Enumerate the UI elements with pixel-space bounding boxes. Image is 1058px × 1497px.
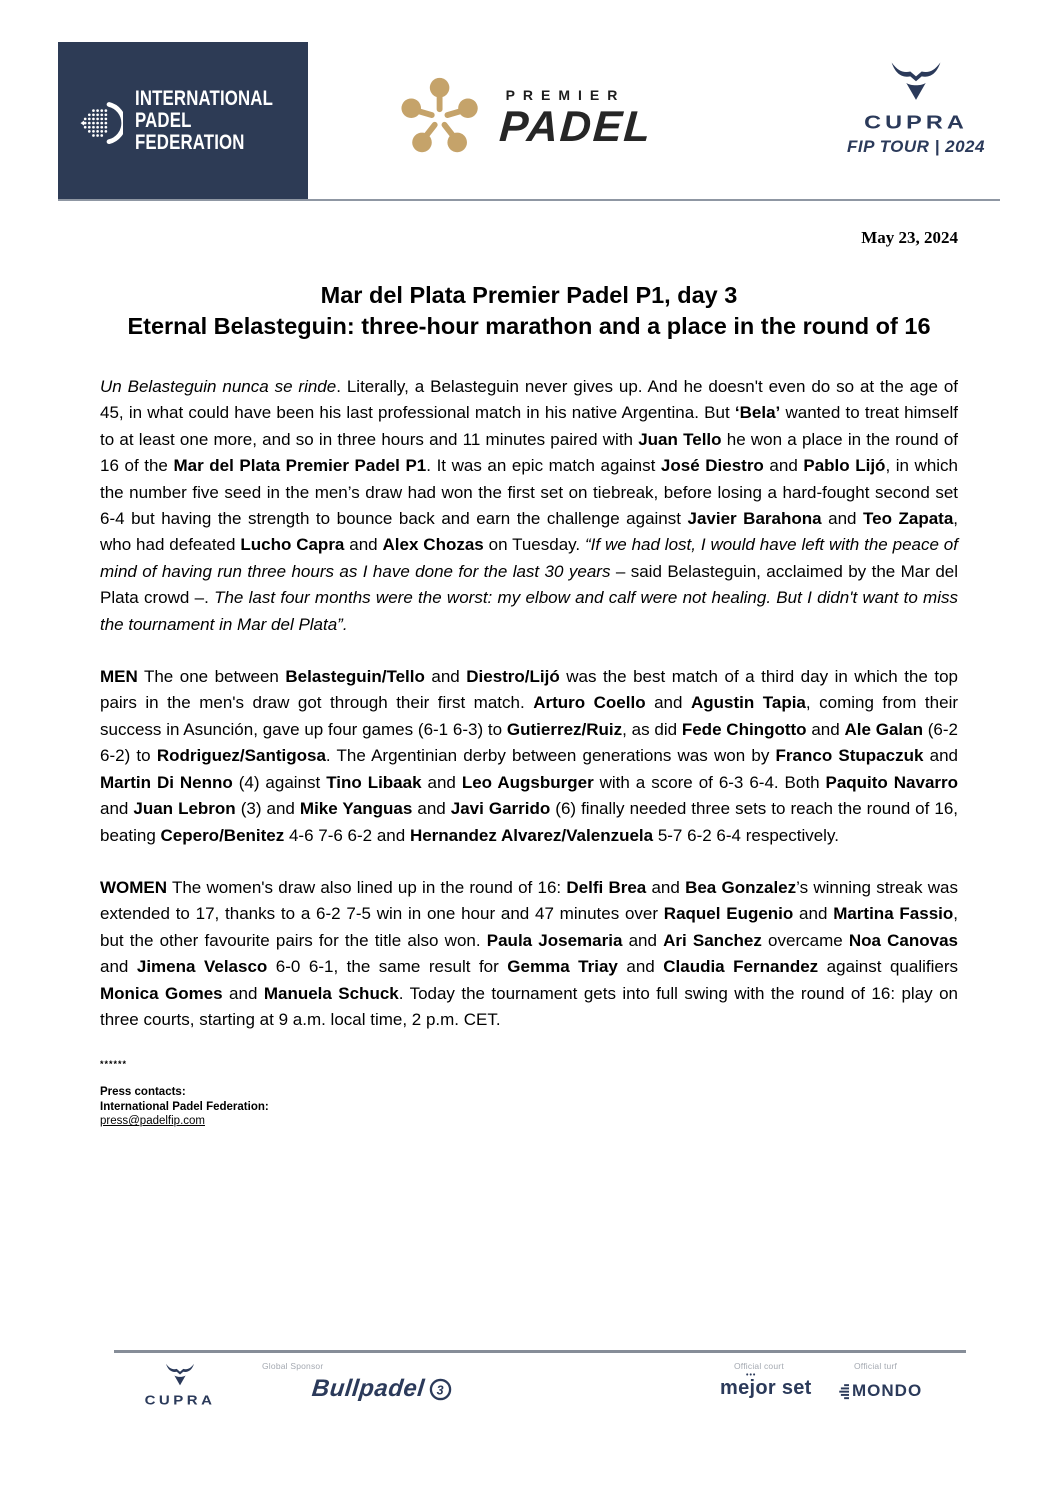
text-segment: against qualifiers — [818, 957, 959, 977]
cupra-bull-icon — [165, 1363, 195, 1387]
fip-tour-wordmark: FIP TOUR | 2024 — [847, 137, 985, 156]
text-segment: Martina Fassio — [833, 904, 954, 924]
ipf-ball-icon — [80, 88, 123, 154]
text-segment: Javi Garrido — [450, 799, 551, 819]
press-email-link[interactable]: press@padelfip.com — [100, 1115, 205, 1128]
text-segment: , as did — [622, 719, 682, 739]
text-segment: Teo Zapata — [863, 509, 954, 529]
document-header — [58, 42, 1000, 201]
text-segment: and — [645, 693, 691, 713]
text-segment: 4-6 7-6 6-2 and — [284, 825, 410, 845]
text-segment: and — [424, 667, 467, 687]
text-segment: Arturo Coello — [533, 693, 646, 713]
padel-label: PADEL — [497, 103, 654, 151]
text-segment: Tino Libaak — [326, 772, 422, 792]
text-segment: 5-7 6-2 6-4 respectively. — [653, 825, 839, 845]
ipf-logo — [58, 42, 308, 199]
text-segment: MEN — [100, 667, 138, 687]
text-segment: Martin Di Nenno — [100, 772, 233, 792]
text-segment: and — [100, 799, 134, 819]
text-segment: Alex Chozas — [382, 535, 484, 555]
bullpadel-wordmark: Bullpadel — [310, 1375, 426, 1402]
press-contacts-section — [100, 1059, 958, 1129]
text-segment: Agustin Tapia — [690, 693, 806, 713]
official-turf-label: Official turf — [854, 1361, 898, 1371]
text-segment: (6-2 6-2) to — [100, 719, 958, 766]
text-segment: Mar del Plata Premier Padel P1 — [173, 456, 427, 476]
text-segment: Manuela Schuck — [263, 983, 399, 1003]
official-court-label: Official court — [734, 1361, 784, 1371]
text-segment: Franco Stupaczuk — [775, 746, 924, 766]
ipf-logo-text — [135, 88, 273, 154]
text-segment: Pablo Lijó — [803, 456, 886, 476]
text-segment: Gutierrez/Ruiz — [506, 719, 623, 739]
text-segment: Diestro/Lijó — [466, 667, 560, 687]
text-segment: . It was an epic match against — [426, 456, 661, 476]
sponsor-footer — [114, 1350, 966, 1463]
ipf-logo-line: FEDERATION — [135, 130, 246, 154]
cupra-footer-logo — [130, 1363, 230, 1409]
text-segment: . Today the tournament gets into full swing with the round of 16: play on three courts, starting at 9 a.m. local time, 2 p.m. CET. — [100, 983, 958, 1029]
mejorset-logo — [720, 1372, 812, 1400]
text-segment: 6-0 6-1, the same result for — [267, 957, 508, 977]
mejorset-wordmark: ••• mejor set — [720, 1372, 812, 1399]
article-title-line1: Mar del Plata Premier Padel P1, day 3 — [320, 282, 738, 308]
text-segment: The last four months were the worst: my elbow and calf were not healing. But I didn't want to miss the tournament in Mar del Plata”. — [100, 588, 958, 634]
text-segment: (4) against — [232, 772, 327, 792]
text-segment: , in which the number five seed in the men’s draw had won the first set on tiebreak, before losing a hard-fought second set 6-4 but having the strength to bounce back and earn the challenge against — [100, 456, 959, 529]
text-segment: Fede Chingotto — [681, 719, 807, 739]
ipf-logo-line: INTERNATIONAL — [135, 86, 274, 110]
mondo-wordmark: MONDO — [852, 1381, 923, 1400]
text-segment: and — [923, 746, 959, 766]
cupra-bull-icon — [890, 62, 942, 102]
section-separator: ****** — [100, 1059, 128, 1070]
text-segment: Jimena Velasco — [136, 957, 268, 977]
text-segment: Lucho Capra — [240, 535, 345, 555]
text-segment: and — [344, 535, 383, 555]
mejorset-crown-icon: ••• — [746, 1372, 757, 1379]
text-segment: and — [821, 509, 863, 529]
article-title — [0, 280, 1058, 342]
text-segment: , who had defeated — [100, 509, 959, 555]
text-segment: Ale Galan — [844, 719, 923, 739]
text-segment: , but the other favourite pairs for the title also won. — [100, 904, 958, 950]
premier-padel-wordmark — [497, 87, 654, 151]
text-segment: ’s winning streak was extended to 17, thanks to a 6-2 7-5 win in one hour and 47 minutes over — [100, 877, 958, 924]
text-segment: Claudia Fernandez — [663, 957, 819, 977]
text-segment: Ari Sanchez — [663, 930, 762, 950]
text-segment: Javier Barahona — [687, 509, 822, 529]
cupra-footer-wordmark: CUPRA — [144, 1393, 216, 1408]
premier-padel-flower-icon — [396, 74, 484, 162]
text-segment: and — [412, 799, 451, 819]
text-segment: Paula Josemaria — [486, 930, 623, 950]
text-segment: ‘Bela’ — [734, 403, 781, 423]
text-segment: Mike Yanguas — [299, 799, 413, 819]
text-segment: and — [622, 930, 664, 950]
text-segment: on Tuesday. — [483, 535, 585, 555]
text-segment: The women's draw also lined up in the round of 16: — [167, 877, 567, 897]
cupra-fip-tour-logo — [840, 62, 992, 157]
text-segment: and — [806, 719, 845, 739]
text-segment: Leo Augsburger — [461, 772, 594, 792]
body-paragraph — [100, 664, 958, 849]
bullpadel-circle-icon — [429, 1378, 452, 1401]
text-segment: Bea Gonzalez — [685, 877, 797, 897]
text-segment: , coming from their success in Asunción, gave up four games (6-1 6-3) to — [100, 693, 959, 739]
mondo-lines-icon — [836, 1383, 849, 1400]
text-segment: Monica Gomes — [100, 983, 223, 1003]
text-segment: . The Argentinian derby between generations was won by — [325, 746, 776, 766]
text-segment: Belasteguin/Tello — [285, 667, 425, 687]
text-segment: with a score of 6-3 6-4. Both — [593, 772, 826, 792]
global-sponsor-label: Global Sponsor — [262, 1361, 324, 1371]
text-segment: Un Belasteguin nunca se rinde — [100, 377, 337, 396]
text-segment: “If we had lost, I would have left with the peace of mind of having run three hours as I have done for the last 30 years — [100, 535, 958, 581]
svg-text:3: 3 — [436, 1382, 444, 1397]
cupra-wordmark: CUPRA — [864, 111, 968, 133]
text-segment: The one between — [137, 667, 286, 687]
article-body — [100, 374, 958, 1129]
article-title-line2: Eternal Belasteguin: three-hour marathon and a place in the round of 16 — [127, 313, 931, 339]
mondo-logo — [836, 1381, 922, 1401]
text-segment: was the best match of a third day in which the top pairs in the men's draw got through their first match. — [100, 667, 959, 713]
text-segment: Cepero/Benitez — [160, 825, 285, 845]
text-segment: and — [763, 456, 804, 476]
text-segment: José Diestro — [660, 456, 764, 476]
text-segment: (6) finally needed three sets to reach the round of 16, beating — [100, 799, 958, 845]
text-segment: and — [617, 957, 664, 977]
text-segment: Juan Lebron — [133, 799, 236, 819]
text-segment: and — [421, 772, 462, 792]
text-segment: he won a place in the round of 16 of the — [100, 429, 958, 476]
text-segment: Delfi Brea — [566, 877, 647, 897]
text-segment: Paquito Navarro — [825, 772, 959, 792]
body-paragraph — [100, 374, 958, 638]
document-date: May 23, 2024 — [861, 228, 958, 247]
bullpadel-logo — [312, 1375, 452, 1403]
text-segment: (3) and — [235, 799, 300, 819]
text-segment: WOMEN — [100, 877, 168, 897]
premier-padel-logo — [396, 74, 653, 162]
text-segment: Hernandez Alvarez/Valenzuela — [409, 825, 654, 845]
text-segment: Rodriguez/Santigosa — [156, 746, 326, 766]
text-segment: Gemma Triay — [507, 957, 618, 977]
text-segment: overcame — [761, 930, 849, 950]
text-segment: and — [793, 904, 834, 924]
text-segment: Noa Canovas — [848, 930, 959, 950]
body-paragraph — [100, 875, 958, 1033]
text-segment: wanted to treat himself to at least one more, and so in three hours and 11 minutes paired with — [100, 403, 958, 449]
text-segment: and — [646, 877, 686, 897]
text-segment: and — [100, 957, 137, 977]
text-segment: Raquel Eugenio — [663, 904, 794, 924]
premier-label: PREMIER — [505, 87, 626, 103]
text-segment: – said Belasteguin, acclaimed by the Mar del Plata crowd –. — [100, 561, 959, 608]
text-segment: Juan Tello — [638, 429, 722, 449]
press-contacts-heading: Press contacts: — [100, 1086, 186, 1099]
text-segment: . Literally, a Belasteguin never gives up. And he doesn't even do so at the age of 45, in what could have been his last professional match in his native Argentina. But — [100, 377, 959, 423]
text-segment: and — [222, 983, 264, 1003]
ipf-logo-line: PADEL — [135, 108, 192, 132]
press-contacts-org: International Padel Federation: — [100, 1100, 269, 1113]
